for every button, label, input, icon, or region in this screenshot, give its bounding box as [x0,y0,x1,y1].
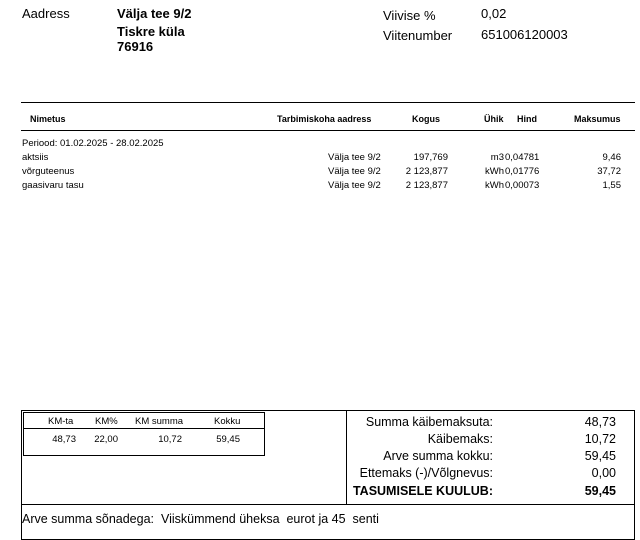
col-unit-header: Ühik [484,114,504,124]
item-name: aktsiis [22,152,49,163]
summary-bottom-rule [21,504,635,505]
summary-vat-value: 10,72 [584,432,616,446]
item-name: gaasivaru tasu [22,180,84,191]
vat-col-amount: KM summa [135,416,184,427]
reference-label: Viitenumber [383,28,453,43]
vat-amount-value: 10,72 [158,434,182,445]
item-unit: m3 [490,152,504,163]
table-header-rule [21,130,635,131]
summary-balance-label: Ettemaks (-)/Võlgnevus: [359,466,493,480]
item-qty: 2 123,877 [405,166,448,177]
vat-header-rule [23,428,265,429]
summary-vat-label: Käibemaks: [427,432,493,446]
penalty-value: 0,02 [481,6,507,21]
address-label: Aadress [22,6,70,21]
summary-balance-value: 0,00 [591,466,616,480]
vat-total-value: 59,45 [216,434,240,445]
vat-col-net: KM-ta [48,416,74,427]
amount-due-label: TASUMISELE KUULUB: [352,484,493,498]
vat-col-total: Kokku [214,416,241,427]
address-line1: Välja tee 9/2 [117,6,192,21]
item-unit: kWh [485,180,504,191]
item-cost: 37,72 [597,166,621,177]
col-qty-header: Kogus [412,114,440,124]
summary-net-label: Summa käibemaksuta: [365,415,493,429]
period-label: Periood: 01.02.2025 - 28.02.2025 [22,138,164,149]
col-price-header: Hind [517,114,537,124]
item-qty: 197,769 [413,152,448,163]
summary-total-value: 59,45 [584,449,616,463]
item-price: 0,04781 [505,152,540,163]
amount-due-value: 59,45 [584,484,616,498]
item-address: Välja tee 9/2 [328,166,381,177]
summary-total-label: Arve summa kokku: [383,449,493,463]
item-address: Välja tee 9/2 [328,180,381,191]
item-name: võrguteenus [22,166,75,177]
vat-col-rate: KM% [95,416,118,427]
item-qty: 2 123,877 [405,180,448,191]
item-address: Välja tee 9/2 [328,152,381,163]
item-unit: kWh [485,166,504,177]
address-line2: Tiskre küla [117,24,185,39]
address-line3: 76916 [117,39,154,54]
item-cost: 1,55 [602,180,621,191]
penalty-label: Viivise % [383,8,436,23]
col-cost-header: Maksumus [574,114,621,124]
table-top-rule [21,102,635,103]
item-cost: 9,46 [602,152,621,163]
amount-in-words: Arve summa sõnadega: Viiskümmend üheksa eurot ja 45 senti [22,512,379,526]
item-price: 0,01776 [505,166,540,177]
reference-value: 651006120003 [481,27,568,42]
col-address-header: Tarbimiskoha aadress [277,114,372,124]
vat-rate-value: 22,00 [94,434,118,445]
vat-net-value: 48,73 [52,434,76,445]
col-name-header: Nimetus [30,114,66,124]
summary-net-value: 48,73 [584,415,616,429]
item-price: 0,00073 [505,180,540,191]
